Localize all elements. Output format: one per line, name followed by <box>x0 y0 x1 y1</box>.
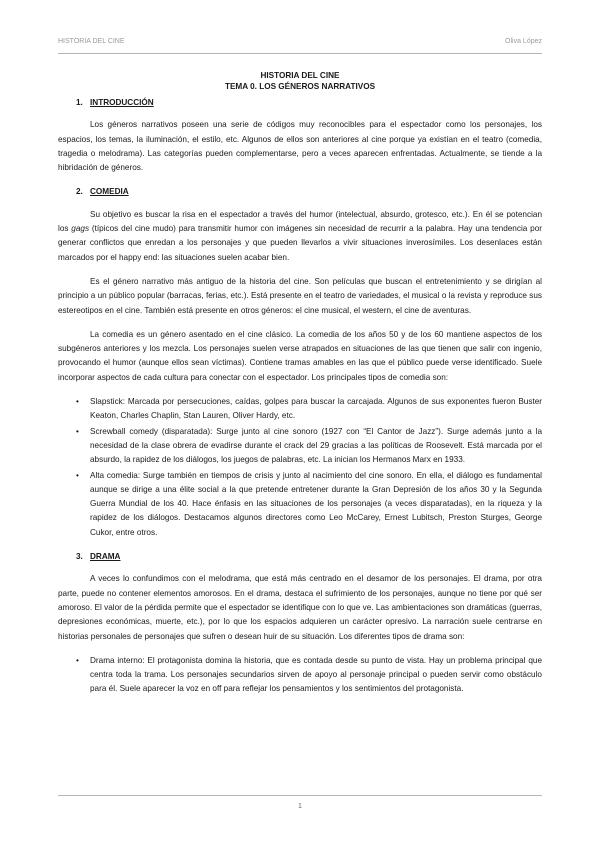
section-number: 2. <box>76 187 83 197</box>
list-item: • Slapstick: Marcada por persecuciones, caídas, golpes para buscar la carcajada. Algunos de sus exponentes fueron Buster Keaton, Charles Chaplin, Stan Lauren, Oliver Hardy, etc. <box>90 395 542 424</box>
comedia-paragraph-2: Es el género narrativo más antiguo de la historia del cine. Son películas que buscan el entretenimiento y se dirigían al principio a un público popular (barracas, ferias, etc.). Está presente en el teatro de variedades, el musical o la revista y reproduce sus estereotipos en el cine. También está presente en otros géneros: el cine musical, el western, el cine de aventuras. <box>58 276 542 315</box>
footer-divider <box>58 795 542 796</box>
drama-types-list <box>58 654 542 697</box>
comedia-paragraph-1 <box>58 208 542 265</box>
list-item: • Screwball comedy (disparatada): Surge junto al cine sonoro (1927 con “El Cantor de Jazz”). Surge además junto a la necesidad de la clase obrera de evadirse durante el crack del 29 gracias a las políticas de Roosevelt. Está marcada por el absurdo, la rapidez de los diálogos, los juegos de palabras, etc. La inician los Hermanos Marx en 1933. <box>90 425 542 468</box>
drama-paragraph-1: A veces lo confundimos con el melodrama, que está más centrado en el desamor de los personajes. El drama, por otra parte, puede no contener elementos amorosos. En el drama, destaca el sufrimiento de los personajes, aunque no tiene por qué ser amoroso. El valor de la pérdida permite que el espectador se identifique con lo que ve. Las ambientaciones son dramáticas (guerras, depresiones económicas, muerte, etc.), por lo que los espacios adquieren un carácter opresivo. La narración suele centrarse en historias personales de personajes que sufren o desean huir de su situación. Los diferentes tipos de drama son: <box>58 574 542 641</box>
list-item: • Alta comedia: Surge también en tiempos de crisis y junto al nacimiento del cine sonoro. En ella, el diálogo es fundamental aunque se dirige a una élite social a la que pretende entretener durante la Gran Depresión de los años 30 y la Segunda Guerra Mundial de los 40. Hace énfasis en las situaciones de los personajes (a veces disparatadas), en la riqueza y la rapidez de los diálogos. Destacamos algunos directores como Leo McCarey, Ernest Lubitsch, Preston Sturges, George Cukor, entre otros. <box>90 469 542 540</box>
doc-subtitle: TEMA 0. LOS GÉNEROS NARRATIVOS <box>224 82 376 91</box>
header-left: HISTORIA DEL CINE <box>58 38 125 45</box>
comedia-paragraph-3: La comedia es un género asentado en el cine clásico. La comedia de los años 50 y de los 60 mantiene aspectos de los subgéneros anteriores y los mezcla. Los personajes suelen verse atrapados en situaciones de las que tienen que salir con ingenio, provocando el humor (aunque ellos sean víctimas). Contiene tramas amables en las que el público puede verse identificado. Suele incorporar aspectos de cada cultura para conectar con el espectador. Los principales tipos de comedia son: <box>58 329 542 382</box>
section-number: 1. <box>76 98 83 107</box>
intro-paragraph: Los géneros narrativos poseen una serie de códigos muy reconocibles para el espectador como los personajes, los espacios, los temas, la iluminación, el estilo, etc. Algunos de ellos son anteriores al cine porque ya existían en el teatro (comedia, tragedia o melodrama). Las categorías pueden complementarse, pero a veces aparecen enfrentadas. Actualmente, se tiende a la hibridación de géneros. <box>58 120 542 173</box>
section-heading-comedia <box>58 185 542 199</box>
section-heading-drama <box>58 550 542 564</box>
section-title: INTRODUCCIÓN <box>90 98 154 107</box>
list-item: • Drama interno: El protagonista domina la historia, que es contada desde su punto de vista. Hay un problema principal que centra toda la trama. Los personajes secundarios sirven de apoyo al personaje principal o pueden servir como obstáculo para él. Suele aparecer la voz en off para reflejar los pensamientos y los sentimientos del protagonista. <box>90 654 542 697</box>
doc-title: HISTORIA DEL CINE <box>260 71 340 80</box>
section-title: COMEDIA <box>90 187 129 197</box>
italic-term: gags <box>71 224 90 234</box>
page-number: 1 <box>298 803 302 810</box>
header-divider <box>58 53 542 54</box>
text-run: (típicos del cine mudo) para transmitir humor con imágenes sin necesidad de recurrir a la palabra. Hay una tendencia por generar conflictos que enredan a los personajes y que pueden llevarlos a vivir situaciones inverosímiles. Los desenlaces están marcados por el happy end: las situaciones suelen acabar bien. <box>58 224 542 262</box>
comedia-types-list <box>58 395 542 540</box>
header-right: Oliva López <box>505 38 542 45</box>
document-body <box>58 70 542 707</box>
section-title: DRAMA <box>90 552 121 562</box>
section-heading-introduccion <box>58 96 542 110</box>
section-number: 3. <box>76 552 83 562</box>
text-run: Su objetivo es buscar la risa en el espectador a través del humor (intelectual, absurdo, grotesco, etc.). En él se potencian los <box>58 209 542 234</box>
page-header <box>58 38 542 45</box>
